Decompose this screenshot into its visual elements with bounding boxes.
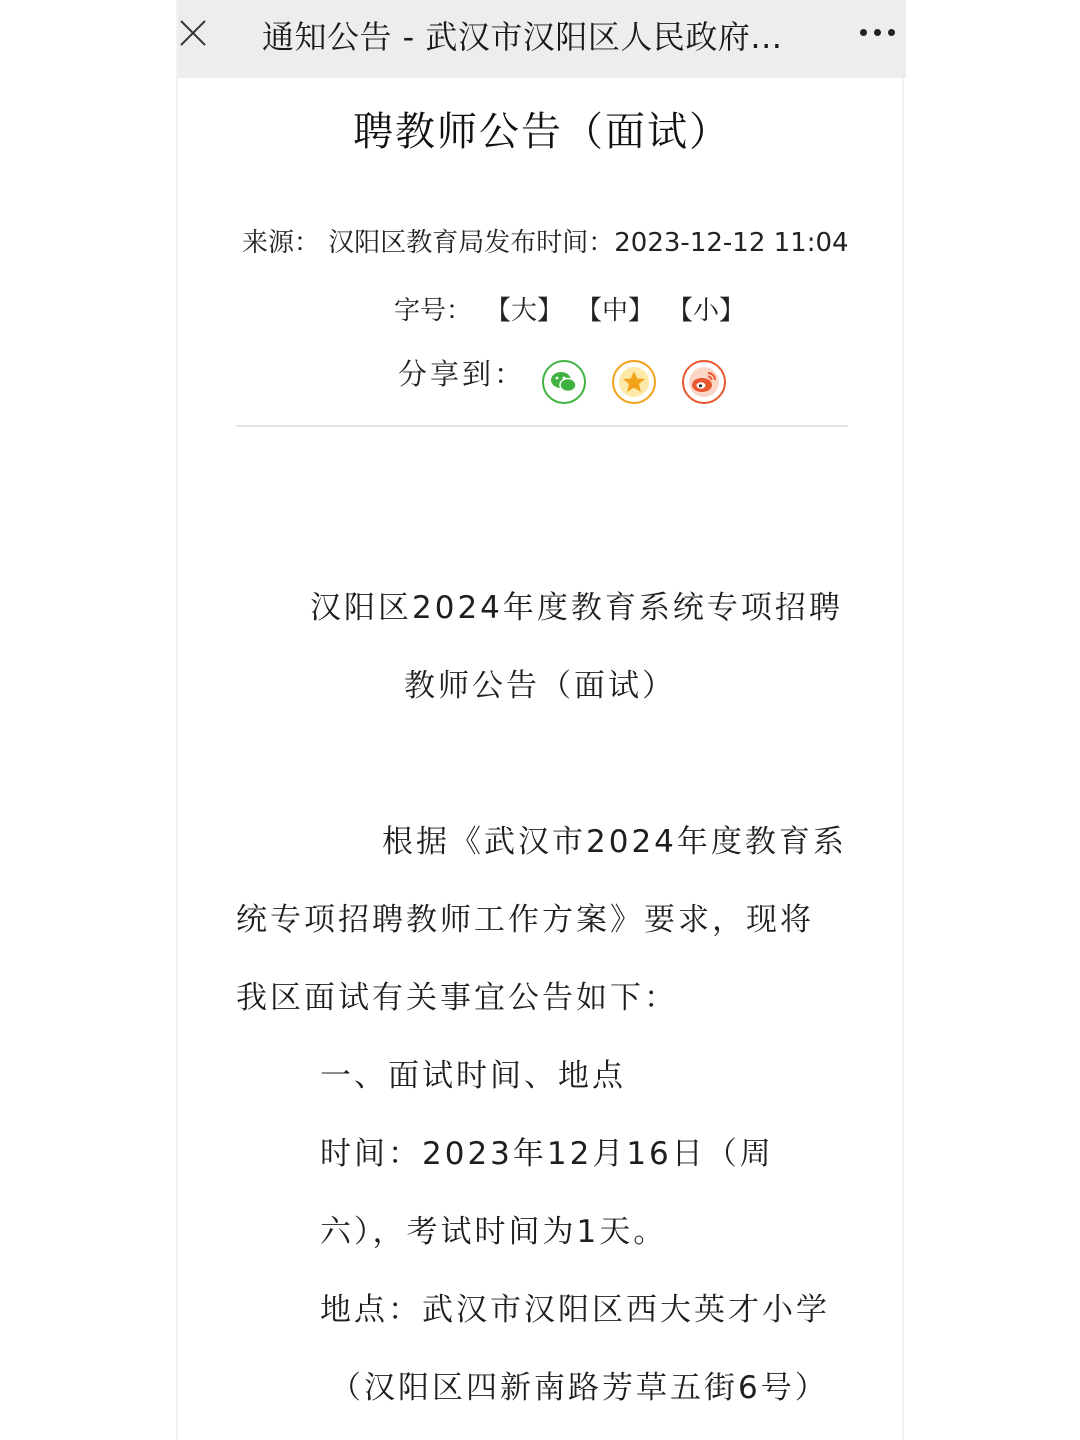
article-page xyxy=(176,0,904,1440)
more-options-icon[interactable] xyxy=(858,20,898,44)
paragraph-line-3: 我区面试有关事宜公告如下： xyxy=(236,980,678,1016)
font-size-large-button[interactable]: 【大】 xyxy=(498,296,564,326)
source-and-publish-time: 来源： 汉阳区教育局发布时间：2023-12-12 11:04 xyxy=(242,228,849,258)
share-label: 分享到： xyxy=(398,357,527,391)
interview-location-line-1: 地点：武汉市汉阳区西大英才小学 xyxy=(320,1292,830,1328)
close-icon[interactable] xyxy=(178,14,208,50)
paragraph-line-1: 根据《武汉市2024年度教育系 xyxy=(382,824,847,860)
section-heading-time-location: 一、面试时间、地点 xyxy=(320,1058,626,1094)
interview-time-line-1: 时间：2023年12月16日（周 xyxy=(320,1136,774,1172)
font-size-label: 字号： xyxy=(394,296,473,326)
announcement-heading-line-2: 教师公告（面试） xyxy=(404,668,676,704)
interview-time-line-2: 六），考试时间为1天。 xyxy=(320,1214,668,1250)
wechat-icon[interactable] xyxy=(542,360,586,404)
font-size-selector xyxy=(394,290,745,327)
paragraph-line-2: 统专项招聘教师工作方案》要求，现将 xyxy=(236,902,814,938)
font-size-small-button[interactable]: 【小】 xyxy=(680,296,746,326)
weibo-icon[interactable] xyxy=(682,360,726,404)
window-title: 通知公告 - 武汉市汉阳区人民政府... xyxy=(262,18,783,56)
interview-location-line-2: （汉阳区四新南路芳草五街6号） xyxy=(330,1370,829,1406)
browser-top-bar xyxy=(178,0,906,78)
font-size-medium-button[interactable]: 【中】 xyxy=(589,296,655,326)
announcement-heading-line-1: 汉阳区2024年度教育系统专项招聘 xyxy=(310,590,843,626)
favorite-star-icon[interactable] xyxy=(612,360,656,404)
header-divider xyxy=(236,425,848,427)
article-title: 聘教师公告（面试） xyxy=(353,109,731,155)
